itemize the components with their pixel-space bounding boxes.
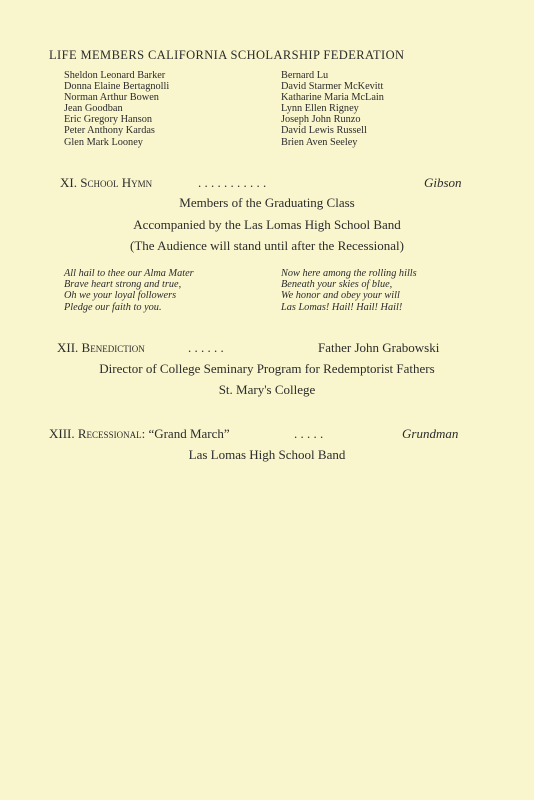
verse-line: Las Lomas! Hail! Hail! Hail!: [281, 301, 403, 313]
members-left-column: [64, 70, 169, 148]
hymn-composer: Gibson: [424, 175, 462, 190]
benediction-speaker: Father John Grabowski: [318, 340, 440, 355]
hymn-accompaniment: Accompanied by the Las Lomas High School Band: [133, 217, 401, 232]
benediction-title: Benediction: [81, 340, 145, 355]
verse-line: Now here among the rolling hills: [281, 268, 417, 279]
hymn-leader-dots: . . . . . . . . . . .: [198, 175, 267, 190]
recessional-entry-heading: [49, 426, 230, 442]
recessional-performers: Las Lomas High School Band: [188, 447, 346, 462]
recessional-leader-dots: . . . . .: [294, 426, 324, 441]
verse-line: Beneath your skies of blue,: [281, 279, 393, 291]
verse-line: Oh we your loyal followers: [64, 290, 177, 302]
member-name: Lynn Ellen Rigney: [281, 103, 359, 115]
member-name: Sheldon Leonard Barker: [64, 70, 166, 81]
recessional-composer: Grundman: [402, 426, 459, 441]
recessional-piece: “Grand March”: [148, 426, 230, 441]
hymn-verse-right: [281, 268, 417, 313]
member-name: Bernard Lu: [281, 70, 329, 81]
benediction-leader-dots: . . . . . .: [188, 340, 224, 355]
member-name: Donna Elaine Bertagnolli: [64, 81, 170, 93]
hymn-entry-heading: [60, 175, 152, 191]
member-name: Jean Goodban: [64, 103, 123, 115]
recessional-title: Recessional:: [77, 426, 146, 441]
members-right-column: [281, 70, 384, 148]
member-name: Joseph John Runzo: [281, 114, 361, 126]
benediction-entry-heading: [57, 340, 145, 356]
scholarship-heading: LIFE MEMBERS CALIFORNIA SCHOLARSHIP FEDERATION: [49, 48, 405, 62]
verse-line: Pledge our faith to you.: [64, 301, 162, 313]
recessional-number: XIII.: [49, 426, 75, 441]
member-name: David Lewis Russell: [281, 125, 367, 137]
member-name: Norman Arthur Bowen: [64, 92, 159, 104]
benediction-speaker-affiliation: St. Mary's College: [218, 382, 316, 397]
member-name: Katharine Maria McLain: [281, 92, 384, 104]
hymn-verse-left: [64, 268, 194, 313]
benediction-number: XII.: [57, 340, 79, 355]
member-name: Glen Mark Looney: [64, 136, 143, 148]
hymn-title: School Hymn: [80, 175, 153, 190]
verse-line: All hail to thee our Alma Mater: [64, 268, 194, 279]
benediction-speaker-title: Director of College Seminary Program for Redemptorist Fathers: [99, 361, 435, 376]
member-name: David Starmer McKevitt: [281, 81, 384, 93]
member-name: Brien Aven Seeley: [281, 136, 358, 148]
verse-line: We honor and obey your will: [281, 290, 400, 302]
verse-line: Brave heart strong and true,: [64, 279, 182, 291]
member-name: Peter Anthony Kardas: [64, 125, 155, 137]
hymn-performers: Members of the Graduating Class: [179, 195, 355, 210]
member-name: Eric Gregory Hanson: [64, 114, 153, 126]
hymn-number: XI.: [60, 175, 77, 190]
hymn-audience-note: (The Audience will stand until after the Recessional): [130, 238, 404, 253]
